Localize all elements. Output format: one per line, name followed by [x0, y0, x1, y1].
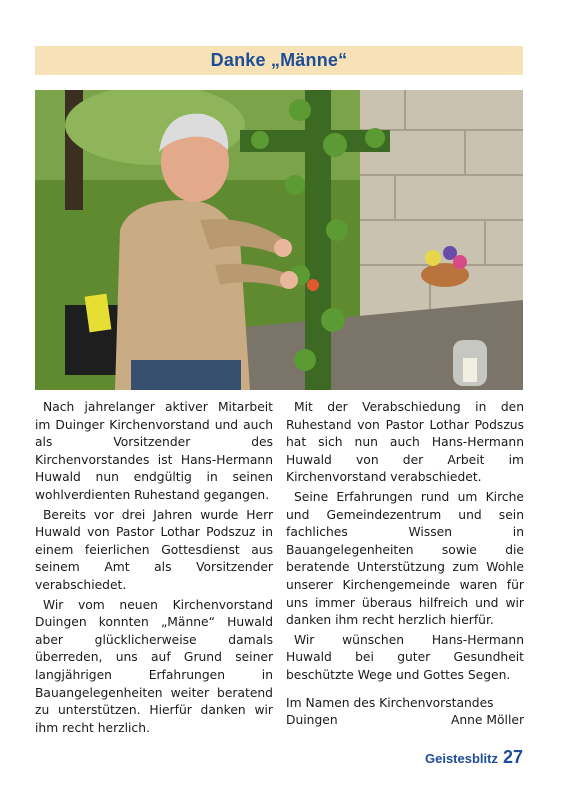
paragraph: Nach jahrelanger aktiver Mitarbeit im Duinger Kirchenvorstand und auch als Vorsitzender des Kirchenvorstandes ist Hans-Hermann Huwald nun endgültig in seinen wohlverdienten Ruhestand gegangen. [35, 400, 273, 502]
text-column-left [35, 399, 273, 739]
paragraph: Bereits vor drei Jahren wurde Herr Huwald von Pastor Lothar Podszuz in einem feierlichen Gottesdienst aus seinem Amt als Vorsitzender verabschiedet. [35, 507, 273, 592]
paragraph: Wir vom neuen Kirchenvorstand Duingen konnten „Männe“ Huwald aber glücklicherweise damals überreden, uns auf Grund seiner langjährigen Erfahrungen in Bauangelegenheiten weiter beratend zu unterstützen. Hierfür danken wir ihm recht herzlich. [35, 597, 273, 735]
signature-place: Duingen [286, 713, 338, 728]
page-number: 27 [502, 747, 523, 767]
signature [286, 695, 524, 730]
magazine-name: Geistesblitz [425, 751, 498, 766]
title-bar [35, 46, 523, 75]
article-photo [35, 90, 523, 390]
signature-author: Anne Möller [450, 713, 524, 728]
signature-line: Im Namen des Kirchenvorstandes [286, 695, 494, 710]
paragraph: Mit der Verabschiedung in den Ruhestand von Pastor Lothar Podszus hat sich nun auch Hans-Hermann Huwald von der Arbeit im Kirchenvorstand verabschiedet. [286, 400, 524, 485]
paragraph: Wir wünschen Hans-Hermann Huwald bei guter Gesundheit beschützte Wege und Gottes Segen. [286, 632, 524, 682]
photo-illustration [35, 90, 523, 390]
article-title: Danke „Männe“ [210, 50, 348, 70]
text-column-right [286, 399, 524, 730]
signature-line-2 [286, 712, 524, 730]
page-footer [425, 747, 523, 768]
paragraph: Seine Erfahrungen rund um Kirche und Gemeindezentrum und sein fachliches Wissen in Bauangelegenheiten sowie die beratende Unterstützung zum Wohle unserer Kirchengemeinde waren für uns immer überaus hilfreich und wir danken ihm recht herzlich hierfür. [286, 489, 524, 628]
